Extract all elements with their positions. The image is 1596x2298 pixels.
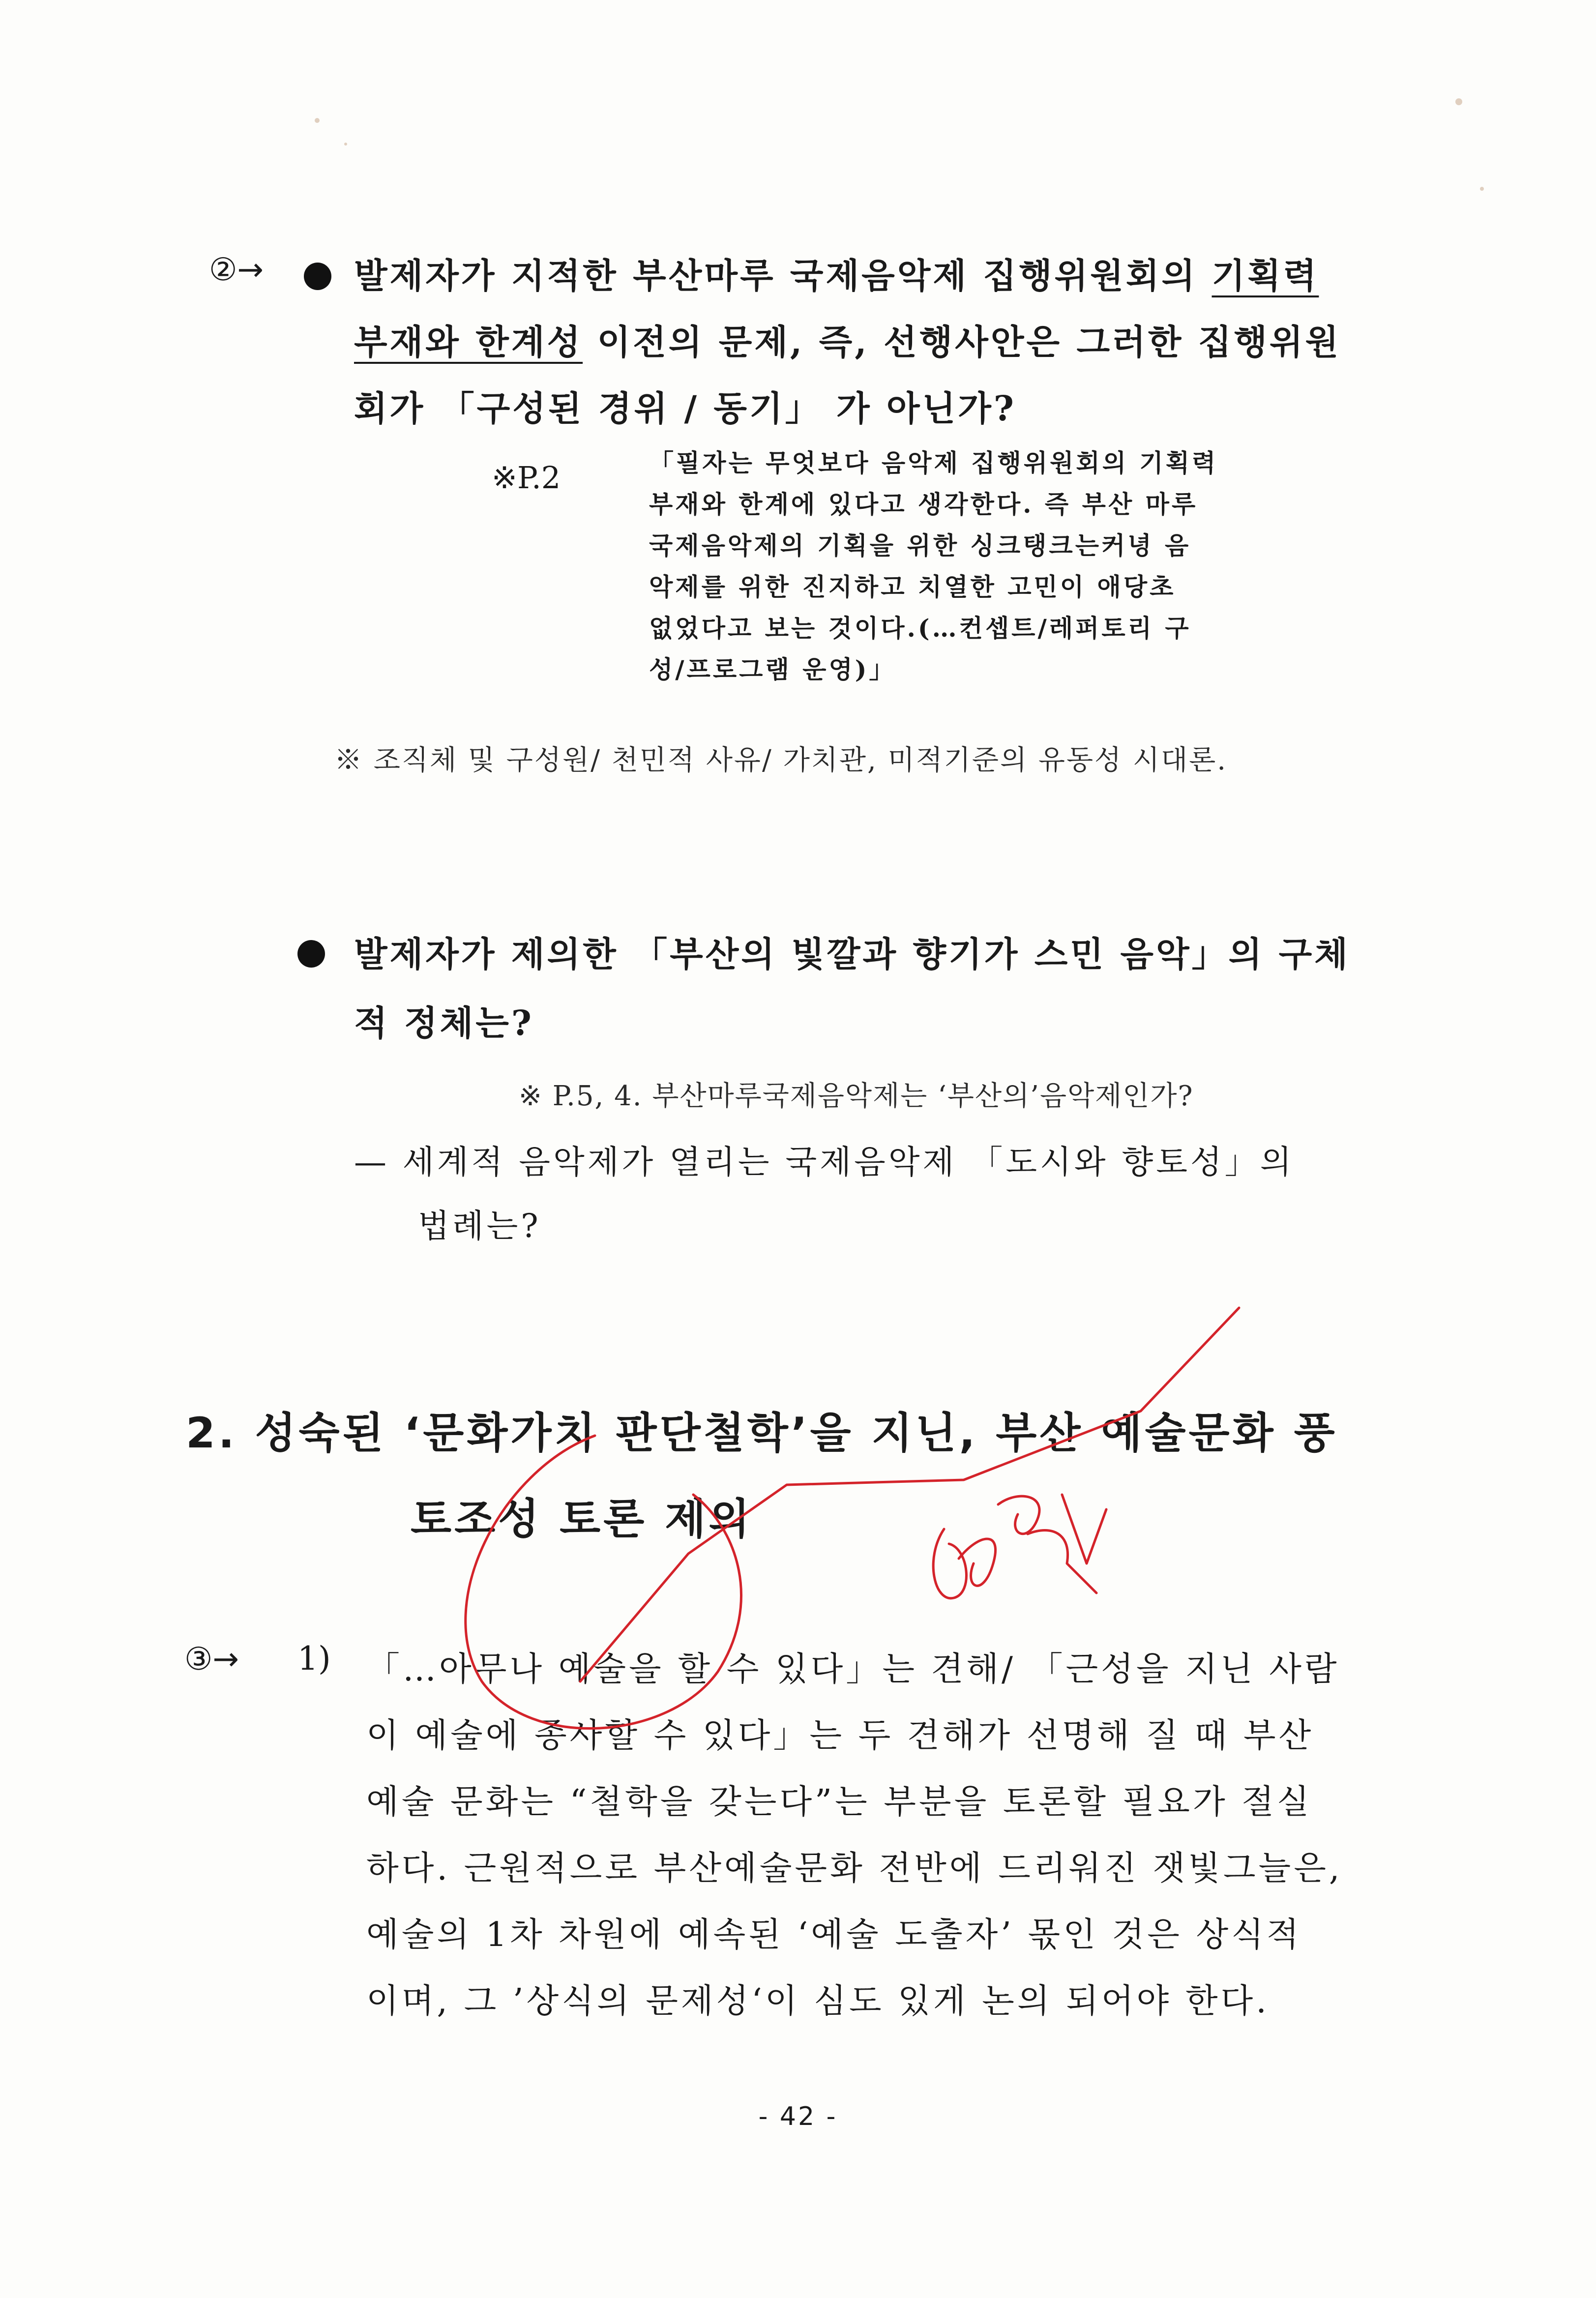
- item2-line1: 발제자가 제의한 「부산의 빛깔과 향기가 스민 음악」의 구체: [354, 934, 1350, 974]
- item1-line2-text: 이전의 문제, 즉, 선행사안은 그러한 집행위원: [583, 322, 1341, 362]
- section2-heading: 2. 성숙된 ‘문화가치 판단철학’을 지닌, 부산 예술문화 풍: [186, 1409, 1338, 1458]
- paragraph-line: 예술 문화는 “철학을 갖는다”는 부분을 토론할 필요가 절실: [366, 1783, 1312, 1822]
- quote-line: 성/프로그램 운영)」: [649, 655, 896, 684]
- paragraph-line: 하다. 근원적으로 부산예술문화 전반에 드리워진 잿빛그늘은,: [366, 1849, 1343, 1888]
- item1-note: ※ 조직체 및 구성원/ 천민적 사유/ 가치관, 미적기준의 유동성 시대론.: [334, 744, 1228, 776]
- item2-dash-line1: — 세계적 음악제가 열리는 국제음악제 「도시와 향토성」의: [354, 1143, 1295, 1181]
- item1-underlined-phrase: 기획력: [1212, 255, 1319, 296]
- quote-line: 「필자는 무엇보다 음악제 집행위원회의 기획력: [649, 448, 1218, 477]
- red-loop-icon: [466, 1436, 741, 1729]
- item2-line2: 적 정체는?: [354, 1002, 534, 1043]
- paragraph-line: 「…아무나 예술을 할 수 있다」는 견해/ 「근성을 지닌 사람: [366, 1650, 1340, 1689]
- section2-heading-line2: 토조성 토론 제의: [411, 1495, 753, 1544]
- paragraph-line: 이 예술에 종사할 수 있다」는 두 견해가 선명해 질 때 부산: [366, 1716, 1314, 1755]
- item2-reference: ※ P.5, 4. 부산마루국제음악제는 ‘부산의’음악제인가?: [519, 1080, 1194, 1112]
- item-marker-3: ③→: [184, 1641, 239, 1678]
- paragraph-line: 이며, 그 ’상식의 문제성‘이 심도 있게 논의 되어야 한다.: [366, 1982, 1270, 2021]
- red-slash-icon: [580, 1308, 1239, 1681]
- item1-underlined-phrase-2: 부재와 한계성: [354, 322, 583, 362]
- quote-line: 국제음악제의 기획을 위한 싱크탱크는커녕 음: [649, 531, 1191, 560]
- item-marker-2: ②→: [209, 252, 264, 288]
- paragraph-line: 예술의 1차 차원에 예속된 ‘예술 도출자’ 몫인 것은 상식적: [366, 1915, 1302, 1954]
- quote-line: 악제를 위한 진지하고 치열한 고민이 애당초: [649, 572, 1176, 601]
- item1-line3: 회가 「구성된 경위 / 동기」 가 아닌가?: [354, 388, 1016, 429]
- page-reference: ※P.2: [492, 460, 561, 496]
- quote-line: 없었다고 보는 것이다.(…컨셉트/레퍼토리 구: [649, 614, 1191, 643]
- item2-dash-line2: 법례는?: [418, 1207, 541, 1245]
- quote-line: 부재와 한계에 있다고 생각한다. 즉 부산 마루: [649, 490, 1198, 519]
- paragraph-number: 1): [297, 1640, 331, 1678]
- item1-line1-text: 발제자가 지적한 부산마루 국제음악제 집행위원회의: [354, 255, 1212, 296]
- page-number: - 42 -: [758, 2102, 838, 2131]
